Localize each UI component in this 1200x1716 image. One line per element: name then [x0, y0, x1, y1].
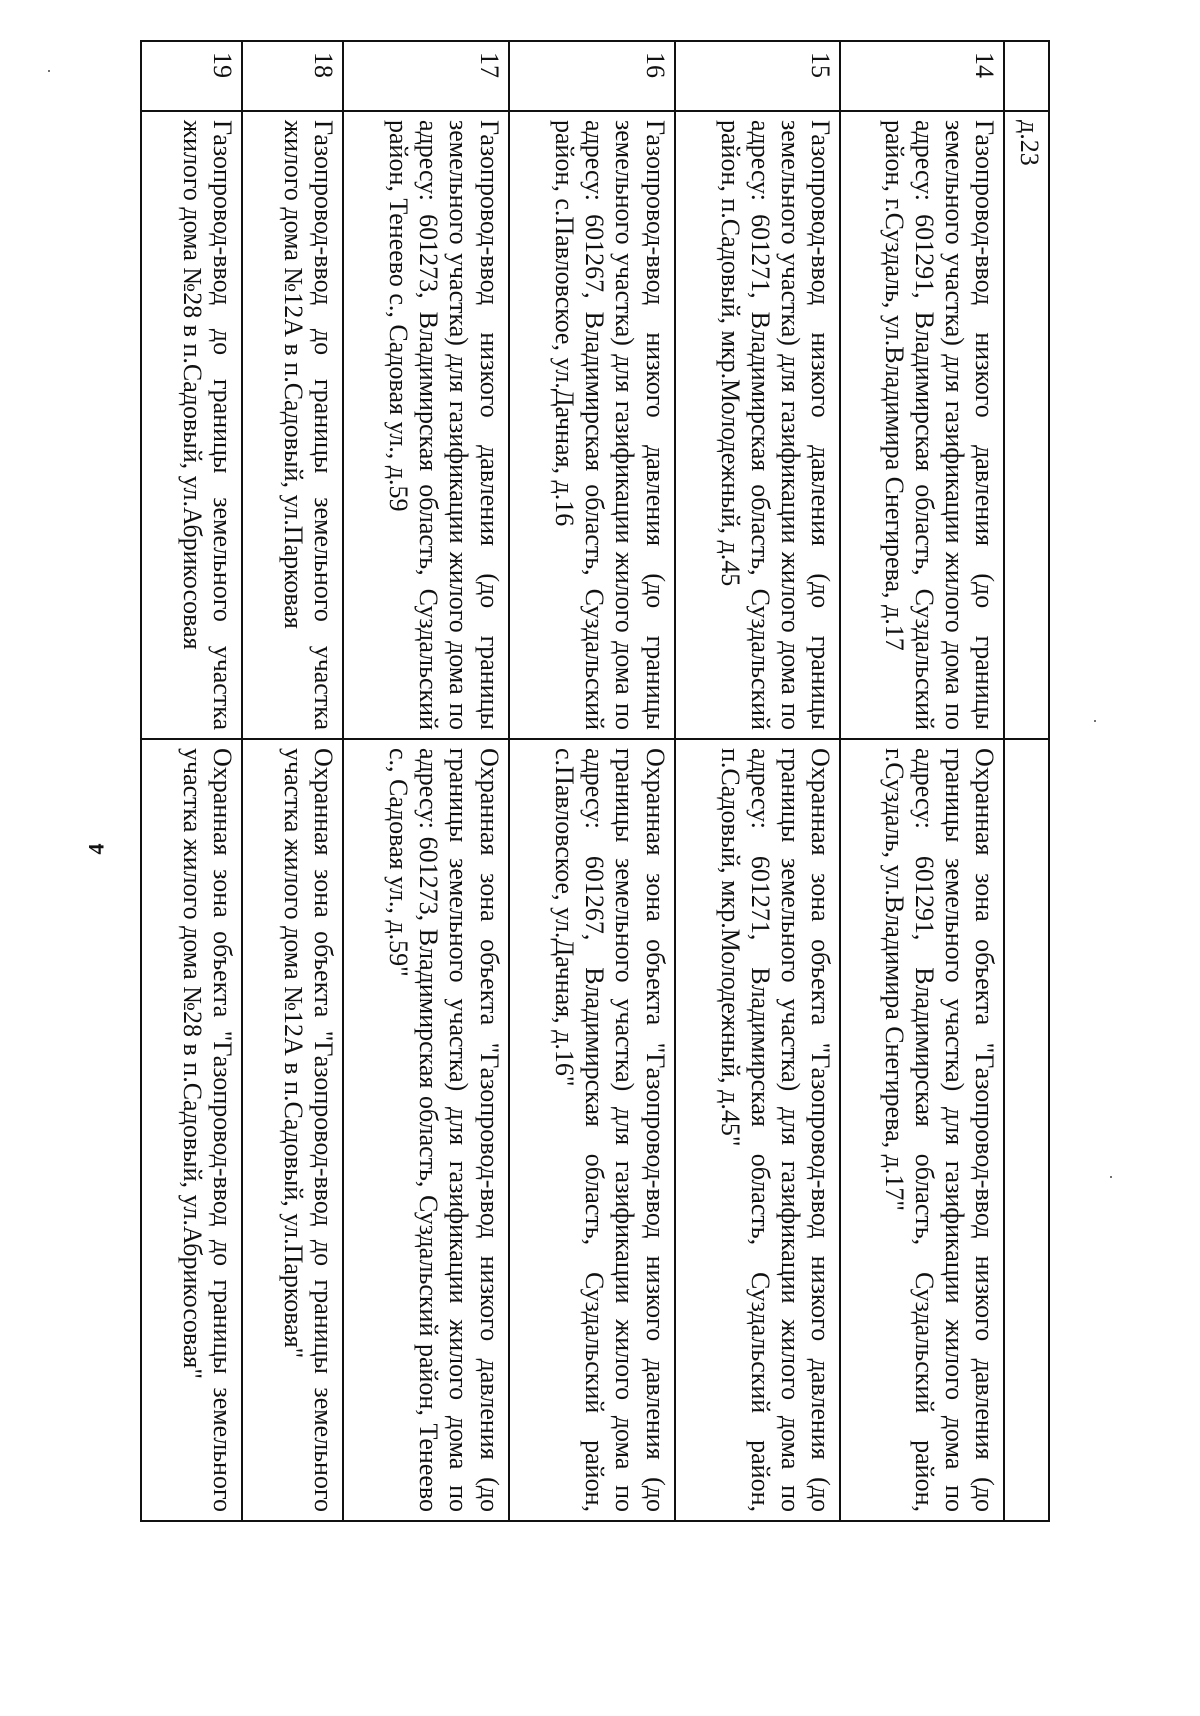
table-row [343, 41, 509, 1521]
protection-zone-cell: Охранная зона объекта "Газопровод-ввод низкого давления (до границы земельного участка) для газификации жилого дома по адресу: 601267, Владимирская область, Суздальский район, с.Павловское, ул.Дачная, д.16" [509, 739, 675, 1521]
row-number-cell: 15 [675, 41, 841, 111]
protection-zone-cell: Охранная зона объекта "Газопровод-ввод низкого давления (до границы земельного участка) для газификации жилого дома по адресу: 601273, Владимирская область, Суздальский район, Тенеево с., Садовая ул., д.59" [343, 739, 509, 1521]
objects-table [140, 40, 1050, 1522]
row-number-cell: 17 [343, 41, 509, 111]
object-name-cell: Газопровод-ввод низкого давления (до границы земельного участка) для газификации жилого дома по адресу: 601271, Владимирская область, Суздальский район, п.Садовый, мкр.Молодежный, д.45 [675, 111, 841, 739]
protection-zone-cell: Охранная зона объекта "Газопровод-ввод до границы земельного участка жилого дома №28 в п.Садовый, ул.Абрикосовая" [141, 739, 242, 1521]
row-number-cell: 18 [242, 41, 343, 111]
rotated-page-content [140, 40, 1050, 1520]
row-number-cell: 14 [840, 41, 1004, 111]
object-name-cell: Газопровод-ввод низкого давления (до границы земельного участка) для газификации жилого дома по адресу: 601267, Владимирская область, Суздальский район, с.Павловское, ул.Дачная, д.16 [509, 111, 675, 739]
object-name-cell: Газопровод-ввод до границы земельного участка жилого дома №12А в п.Садовый, ул.Парковая [242, 111, 343, 739]
protection-zone-cell: Охранная зона объекта "Газопровод-ввод до границы земельного участка жилого дома №12А в п.Садовый, ул.Парковая" [242, 739, 343, 1521]
table-row [675, 41, 841, 1521]
row-number-cell: 16 [509, 41, 675, 111]
object-name-cell: Газопровод-ввод низкого давления (до границы земельного участка) для газификации жилого дома по адресу: 601273, Владимирская область, Суздальский район, Тенеево с., Садовая ул., д.59 [343, 111, 509, 739]
row-number-cell [1004, 41, 1049, 111]
scan-speck [1094, 720, 1096, 722]
table-row [141, 41, 242, 1521]
scan-speck [1110, 1176, 1112, 1178]
table-row [840, 41, 1004, 1521]
protection-zone-cell: Охранная зона объекта "Газопровод-ввод низкого давления (до границы земельного участка) для газификации жилого дома по адресу: 601271, Владимирская область, Суздальский район, п.Садовый, мкр.Молодежный, д.45" [675, 739, 841, 1521]
table-row [242, 41, 343, 1521]
object-name-cell: д.23 [1004, 111, 1049, 739]
object-name-cell: Газопровод-ввод до границы земельного участка жилого дома №28 в п.Садовый, ул.Абрикосовая [141, 111, 242, 739]
protection-zone-cell: Охранная зона объекта "Газопровод-ввод низкого давления (до границы земельного участка) для газификации жилого дома по адресу: 601291, Владимирская область, Суздальский район, г.Суздаль, ул.Владимира Снегирева, д.17" [840, 739, 1004, 1521]
scan-speck [48, 70, 50, 72]
table-row [509, 41, 675, 1521]
protection-zone-cell [1004, 739, 1049, 1521]
object-name-cell: Газопровод-ввод низкого давления (до границы земельного участка) для газификации жилого дома по адресу: 601291, Владимирская область, Суздальский район, г.Суздаль, ул.Владимира Снегирева, д.17 [840, 111, 1004, 739]
table-row [1004, 41, 1049, 1521]
row-number-cell: 19 [141, 41, 242, 111]
page-number: 4 [83, 843, 109, 855]
